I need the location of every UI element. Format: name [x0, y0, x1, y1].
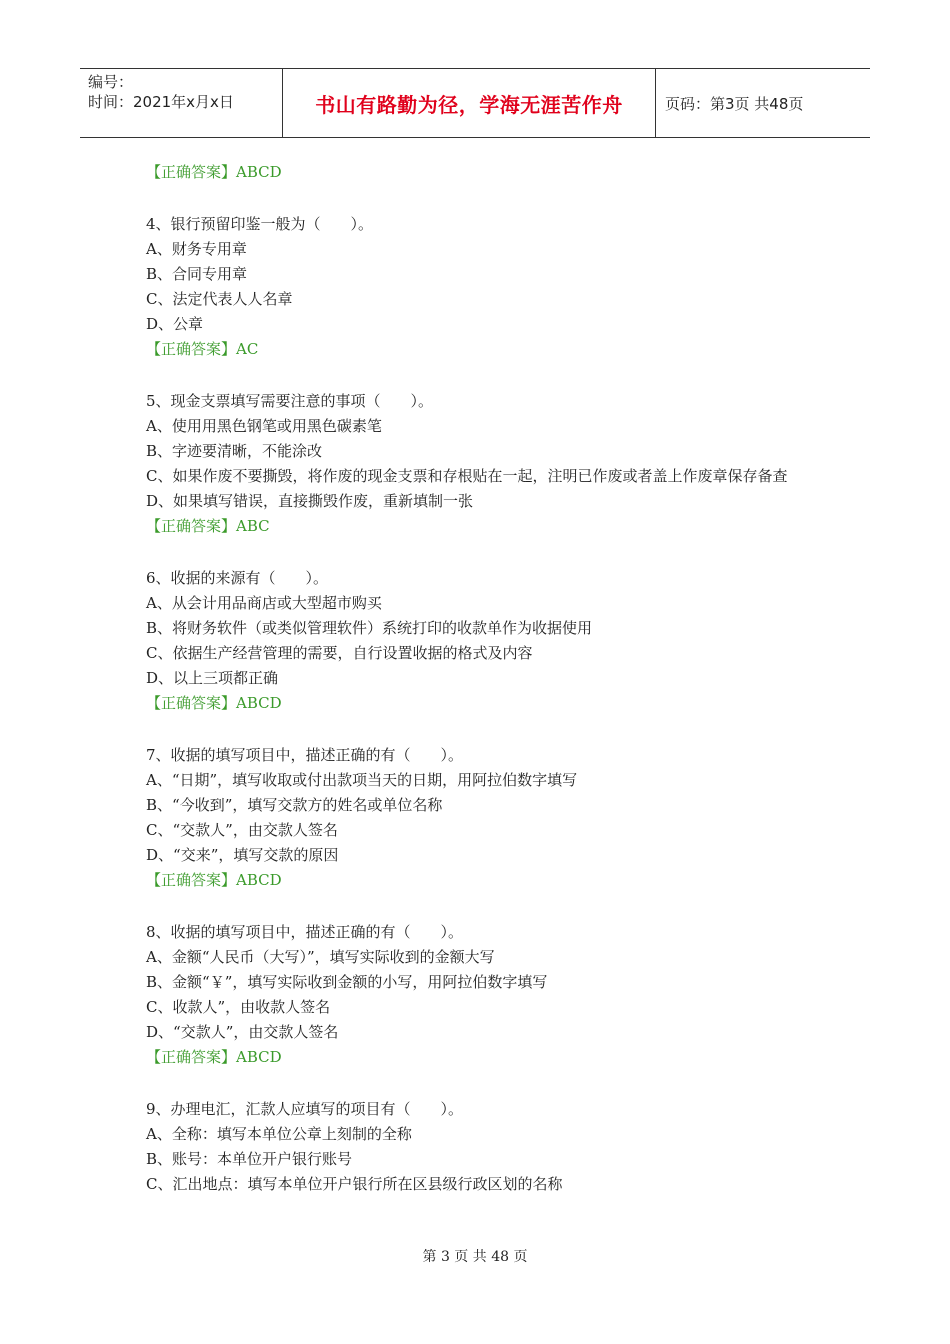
option-item: B、“今收到”，填写交款方的姓名或单位名称	[146, 796, 443, 814]
document-number-label: 编号：	[88, 73, 134, 91]
option-item: C、汇出地点：填写本单位开户银行所在区县级行政区划的名称	[146, 1175, 563, 1193]
option-item: C、收款人”，由收款人签名	[146, 998, 331, 1016]
question-text: 4、银行预留印鉴一般为（ ）。	[146, 215, 374, 233]
document-body	[146, 160, 816, 1197]
option-item: A、财务专用章	[146, 240, 247, 258]
option-item: C、法定代表人人名章	[146, 290, 293, 308]
option-item: A、全称：填写本单位公章上刻制的全称	[146, 1125, 412, 1143]
page-header	[80, 68, 870, 138]
question-text: 9、办理电汇，汇款人应填写的项目有（ ）。	[146, 1100, 464, 1118]
answer-line: 【正确答案】ABCD	[146, 1048, 282, 1066]
option-item: B、金额“￥”，填写实际收到金额的小写，用阿拉伯数字填写	[146, 973, 548, 991]
question-text: 5、现金支票填写需要注意的事项（ ）。	[146, 392, 434, 410]
header-page-label: 页码：第3页 共48页	[665, 94, 804, 113]
option-item: D、以上三项都正确	[146, 669, 279, 687]
header-motto-cell	[282, 69, 656, 137]
option-item: B、将财务软件（或类似管理软件）系统打印的收款单作为收据使用	[146, 619, 593, 637]
answer-line: 【正确答案】AC	[146, 340, 259, 358]
option-item: D、“交款人”，由交款人签名	[146, 1023, 339, 1041]
answer-line: 【正确答案】ABCD	[146, 163, 282, 181]
answer-line: 【正确答案】ABCD	[146, 871, 282, 889]
option-item: C、如果作废不要撕毁，将作废的现金支票和存根贴在一起，注明已作废或者盖上作废章保存备查	[146, 467, 788, 485]
option-item: D、“交来”，填写交款的原因	[146, 846, 339, 864]
option-item: D、如果填写错误，直接撕毁作废，重新填制一张	[146, 492, 474, 510]
document-time-label: 时间：2021年x月x日	[88, 93, 234, 111]
answer-line: 【正确答案】ABCD	[146, 694, 282, 712]
header-page-cell	[655, 69, 870, 137]
option-item: A、从会计用品商店或大型超市购买	[146, 594, 382, 612]
question-text: 7、收据的填写项目中，描述正确的有（ ）。	[146, 746, 464, 764]
option-item: C、依据生产经营管理的需要，自行设置收据的格式及内容	[146, 644, 533, 662]
header-meta	[80, 69, 282, 137]
header-motto: 书山有路勤为径，学海无涯苦作舟	[315, 92, 623, 117]
option-item: A、金额“人民币（大写）”，填写实际收到的金额大写	[146, 948, 495, 966]
option-item: B、字迹要清晰，不能涂改	[146, 442, 323, 460]
option-item: D、公章	[146, 315, 204, 333]
answer-line: 【正确答案】ABC	[146, 517, 270, 535]
option-item: C、“交款人”，由交款人签名	[146, 821, 338, 839]
page-footer: 第 3 页 共 48 页	[422, 1249, 528, 1265]
option-item: A、使用用黑色钢笔或用黑色碳素笔	[146, 417, 382, 435]
option-item: A、“日期”，填写收取或付出款项当天的日期，用阿拉伯数字填写	[146, 771, 578, 789]
question-text: 8、收据的填写项目中，描述正确的有（ ）。	[146, 923, 464, 941]
option-item: B、合同专用章	[146, 265, 248, 283]
question-text: 6、收据的来源有（ ）。	[146, 569, 329, 587]
option-item: B、账号：本单位开户银行账号	[146, 1150, 353, 1168]
